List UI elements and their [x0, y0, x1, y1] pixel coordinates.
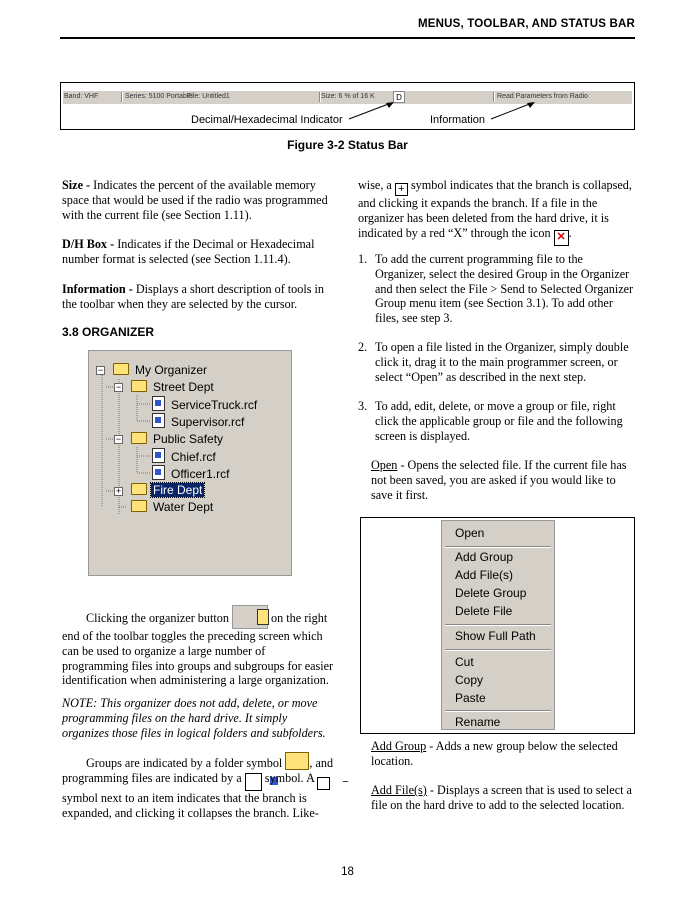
status-series: Series: 5100 Portable	[125, 93, 193, 100]
status-size: Size: 6 % of 16 K	[321, 93, 375, 100]
file-icon	[245, 773, 262, 791]
menu-item-add-files[interactable]: Add File(s)	[455, 568, 514, 582]
folder-icon	[285, 752, 309, 770]
step-number: 1.	[358, 252, 368, 266]
step-1: To add the current programming file to the Organizer, select the desired Group in the Organizer and then select the File > Send to Selected Organizer Group menu item (see Section 3.1). To add other files, see step 3.	[375, 252, 634, 326]
callout-arrows	[61, 83, 636, 131]
file-icon	[152, 465, 165, 480]
status-file: File: Untitled1	[187, 93, 230, 100]
collapse-toggle-icon[interactable]: −	[115, 382, 122, 392]
tree-node-group-selected[interactable]: Fire Dept	[131, 482, 204, 498]
minus-box-icon: −	[317, 777, 330, 790]
running-header: MENUS, TOOLBAR, AND STATUS BAR	[417, 18, 635, 30]
step-3: To add, edit, delete, or move a group or file, right click the applicable group or file and the following screen is displayed.	[375, 399, 623, 443]
dh-callout-label: Decimal/Hexadecimal Indicator	[191, 114, 343, 126]
menu-separator	[445, 624, 551, 626]
menu-item-delete-file[interactable]: Delete File	[455, 604, 513, 618]
info-paragraph	[62, 282, 334, 312]
tree-node-root[interactable]: My Organizer	[113, 362, 209, 378]
organizer-button-paragraph: Clicking the organizer button on the right end of the toolbar toggles the preceding screen which can be used to organize a large number of programming files into groups and subgroups for easier identification when administering a large organization.	[62, 605, 334, 688]
tree-node-file[interactable]: Supervisor.rcf	[152, 413, 246, 429]
organizer-button-icon[interactable]	[232, 605, 268, 629]
folder-icon	[131, 483, 147, 495]
menu-item-cut[interactable]: Cut	[455, 655, 474, 669]
add-group-description: Add Group - Adds a new group below the selected location.	[371, 739, 618, 768]
status-bar-figure	[60, 82, 635, 130]
menu-item-open[interactable]: Open	[455, 526, 485, 540]
collapse-toggle-icon[interactable]: −	[115, 434, 122, 444]
context-menu-figure	[360, 517, 635, 734]
add-files-description: Add File(s) - Displays a screen that is used to select a file on the hard drive to add to the selected location.	[371, 783, 632, 812]
organizer-note: NOTE: This organizer does not add, delete, or move programming files on the hard drive. It simply organizes those files in logical folders and subfolders.	[62, 696, 326, 740]
menu-separator	[445, 546, 551, 548]
menu-separator	[445, 649, 551, 651]
tree-node-group[interactable]: Water Dept	[131, 499, 215, 515]
symbols-paragraph-continued: wise, a + symbol indicates that the branch is collapsed, and clicking it expands the branch. If a file in the organizer has been deleted from the hard drive, it is indicated by a red “X” through the icon ✕ .	[358, 178, 634, 246]
folder-icon	[113, 363, 129, 375]
info-callout-label: Information	[430, 114, 486, 126]
file-icon	[152, 413, 165, 428]
menu-item-show-full-path[interactable]: Show Full Path	[455, 629, 536, 643]
dh-text: Indicates if the Decimal or Hexadecimal number format is selected (see Section 1.11.4).	[62, 237, 315, 266]
tree-node-group[interactable]: Public Safety	[131, 431, 225, 447]
menu-item-paste[interactable]: Paste	[455, 691, 486, 705]
size-paragraph	[62, 178, 334, 222]
header-rule	[60, 37, 635, 39]
status-info: Read Parameters from Radio	[497, 93, 589, 100]
menu-item-add-group[interactable]: Add Group	[455, 550, 514, 564]
step-2: To open a file listed in the Organizer, simply double click it, drag it to the main programmer screen, or select “Open” as described in the next step.	[375, 340, 629, 384]
folder-icon	[131, 500, 147, 512]
tree-node-file[interactable]: ServiceTruck.rcf	[152, 396, 259, 412]
section-heading: 3.8 ORGANIZER	[62, 325, 155, 339]
symbols-paragraph: Groups are indicated by a folder symbol , and programming files are indicated by a symbol. A − symbol next to an item indicates that the branch is expanded, and clicking it collapses the branch. Like-	[62, 752, 334, 820]
context-menu	[441, 520, 555, 730]
open-description: Open - Opens the selected file. If the current file has not been saved, you are asked if you would like to save it first.	[371, 458, 627, 502]
tree-node-file[interactable]: Officer1.rcf	[152, 465, 231, 481]
size-text: Indicates the percent of the available memory space that would be used if the radio was programmed with the current file (see Section 1.11).	[62, 178, 328, 222]
tree-node-group[interactable]: Street Dept	[131, 379, 216, 395]
figure-caption: Figure 3-2 Status Bar	[287, 138, 408, 152]
menu-item-copy[interactable]: Copy	[455, 673, 484, 687]
deleted-file-icon: ✕	[554, 230, 569, 246]
folder-icon	[131, 380, 147, 392]
menu-separator	[445, 710, 551, 712]
organizer-tree	[88, 350, 292, 576]
size-term: Size -	[62, 178, 91, 192]
dh-indicator[interactable]: D	[393, 91, 405, 103]
info-term: Information -	[62, 282, 133, 296]
collapse-toggle-icon[interactable]: −	[97, 365, 104, 375]
tree-node-file[interactable]: Chief.rcf	[152, 448, 218, 464]
step-number: 3.	[358, 399, 368, 413]
page-number: 18	[341, 866, 354, 878]
file-icon	[152, 396, 165, 411]
menu-item-rename[interactable]: Rename	[455, 715, 501, 729]
file-icon	[152, 448, 165, 463]
folder-icon	[131, 432, 147, 444]
status-band: Band: VHF	[64, 93, 99, 100]
dh-paragraph	[62, 237, 334, 267]
dh-term: D/H Box -	[62, 237, 115, 251]
step-number: 2.	[358, 340, 368, 354]
info-text: Displays a short description of tools in the toolbar when they are selected by the cursor.	[62, 282, 325, 311]
menu-item-delete-group[interactable]: Delete Group	[455, 586, 527, 600]
plus-box-icon: +	[395, 183, 408, 196]
expand-toggle-icon[interactable]: +	[115, 486, 122, 496]
